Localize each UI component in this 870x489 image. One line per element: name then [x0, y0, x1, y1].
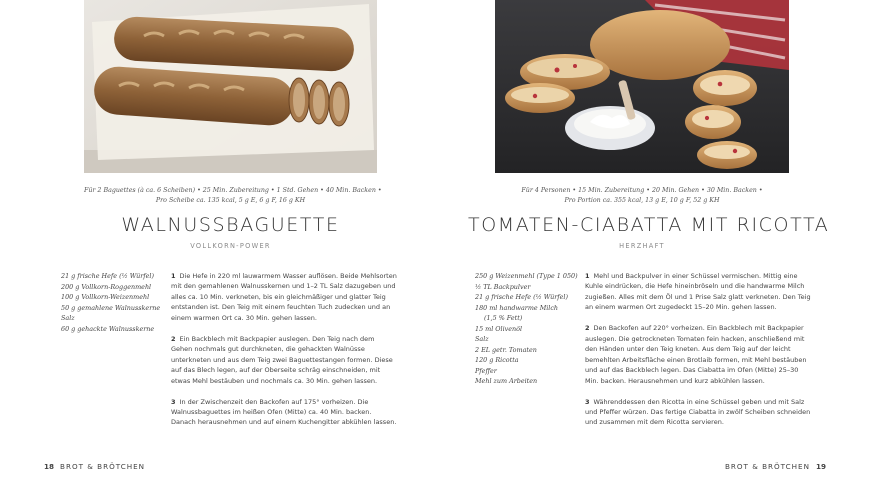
instruction-step — [585, 323, 811, 386]
instruction-step — [171, 334, 397, 386]
running-head: BROT & BRÖTCHEN — [724, 462, 810, 471]
ciabatta-ricotta-photo — [495, 0, 789, 173]
page-number: 18 — [44, 462, 55, 471]
ingredient-item: 21 g frische Hefe (½ Würfel) — [61, 272, 154, 280]
recipe-nutrition-line: Pro Scheibe ca. 135 kcal, 5 g E, 6 g F, 16 g KH — [155, 197, 306, 204]
ingredient-item: 120 g Ricotta — [475, 356, 519, 364]
ingredient-item: 60 g gehackte Walnusskerne — [61, 324, 155, 333]
step-text: Ein Backblech mit Backpapier auslegen. Den Teig nach dem Gehen nochmals gut durchkneten, die gehackten Walnüsse unterkneten und aus dem Teig zwei Baguettestangen formen. Diese auf das Blech legen, auf der Oberseite schräg einschneiden, mit etwas Mehl bestäuben und nochmals ca. 30 Min. gehen lassen. — [171, 334, 393, 385]
ingredient-item: (1,5 % Fett) — [484, 314, 523, 322]
step-number: 3 — [171, 397, 176, 406]
step-text: Die Hefe in 220 ml lauwarmem Wasser auflösen. Beide Mehlsorten mit den gemahlenen Walnusskernen und 1–2 TL Salz dazugeben und alles ca. 10 Min. verkneten, bis ein gleichmäßiger und glatter Teig entstanden ist. Den Teig mit einem feuchten Tuch zudecken und an einem warmen Ort ca. 30 Min. gehen lassen. — [171, 272, 397, 322]
recipe-title: WALNUSSBAGUETTE — [121, 214, 340, 236]
recipe-meta-line: Für 2 Baguettes (à ca. 6 Scheiben) • 25 Min. Zubereitung • 1 Std. Gehen • 40 Min. Backen • — [84, 187, 382, 194]
ingredient-item: 100 g Vollkorn-Weizenmehl — [61, 293, 150, 301]
ingredient-item: Mehl zum Arbeiten — [475, 377, 538, 385]
ingredient-item: 250 g Weizenmehl (Type 1 050) — [475, 272, 578, 280]
ingredient-item: Salz — [61, 314, 75, 322]
ingredient-item: 180 ml handwarme Milch — [475, 303, 559, 312]
instruction-step — [585, 271, 811, 313]
ingredient-item: Pfeffer — [475, 366, 497, 375]
step-number: 2 — [171, 334, 176, 343]
instruction-step — [585, 397, 811, 428]
recipe-nutrition-line: Pro Portion ca. 355 kcal, 13 g E, 10 g F, 52 g KH — [564, 197, 720, 204]
page-number: 19 — [815, 462, 826, 471]
step-text: Währenddessen den Ricotta in eine Schüssel geben und mit Salz und Pfeffer würzen. Das fertige Ciabatta in zwölf Scheiben schneiden und zusammen mit dem Ricotta servieren. — [585, 397, 811, 427]
instruction-step — [171, 397, 397, 428]
step-text: Den Backofen auf 220° vorheizen. Ein Backblech mit Backpapier auslegen. Die getrockneten Tomaten fein hacken, anschließend mit den Händen unter den Teig kneten. Aus dem Teig auf der leicht bemehlten Arbeitsfläche einen Brotlaib formen, mit Mehl bestäuben und auf das Backblech legen. Das Ciabatta im Ofen (Mitte) 25–30 Min. backen. Herausnehmen und kurz abkühlen lassen. — [585, 324, 807, 385]
instruction-steps — [585, 271, 811, 438]
ingredient-item: 50 g gemahlene Walnusskerne — [61, 303, 161, 312]
running-head: BROT & BRÖTCHEN — [60, 462, 146, 471]
ingredient-item: 2 EL getr. Tomaten — [475, 345, 537, 354]
step-number: 2 — [585, 324, 590, 333]
ingredient-item: 21 g frische Hefe (½ Würfel) — [475, 293, 568, 301]
step-number: 3 — [585, 397, 590, 406]
step-number: 1 — [585, 272, 590, 280]
ingredient-item: 15 ml Olivenöl — [475, 324, 523, 333]
left-page-footer — [44, 462, 145, 471]
right-page-footer — [725, 462, 826, 471]
step-text: Mehl und Backpulver in einer Schüssel vermischen. Mittig eine Kuhle eindrücken, die Hefe hineinbröseln und die handwarme Milch zugießen. Alles mit dem Öl und 1 Prise Salz glatt verkneten. Den Teig an einem warmen Ort zugedeckt 15–20 Min. gehen lassen. — [585, 272, 811, 312]
recipe-subtitle: HERZHAFT — [619, 242, 665, 250]
recipe-meta-line: Für 4 Personen • 15 Min. Zubereitung • 20 Min. Gehen • 30 Min. Backen • — [521, 187, 763, 194]
ingredient-item: ½ TL Backpulver — [475, 282, 531, 291]
ingredient-item: 200 g Vollkorn-Roggenmehl — [61, 282, 152, 291]
recipe-title: TOMATEN-CIABATTA MIT RICOTTA — [468, 214, 830, 236]
step-text: In der Zwischenzeit den Backofen auf 175° vorheizen. Die Walnussbaguettes im heißen Ofen (Mitte) ca. 40 Min. backen. Danach herausnehmen und auf einem Kuchengitter abkühlen lassen. — [171, 397, 397, 427]
ingredient-list — [61, 271, 160, 334]
instruction-steps — [171, 271, 397, 438]
ingredient-list — [475, 271, 578, 387]
recipe-subtitle: VOLLKORN-POWER — [190, 242, 271, 250]
walnut-baguette-photo — [84, 0, 377, 173]
instruction-step — [171, 271, 397, 323]
ingredient-item: Salz — [475, 335, 489, 343]
step-number: 1 — [171, 272, 176, 280]
